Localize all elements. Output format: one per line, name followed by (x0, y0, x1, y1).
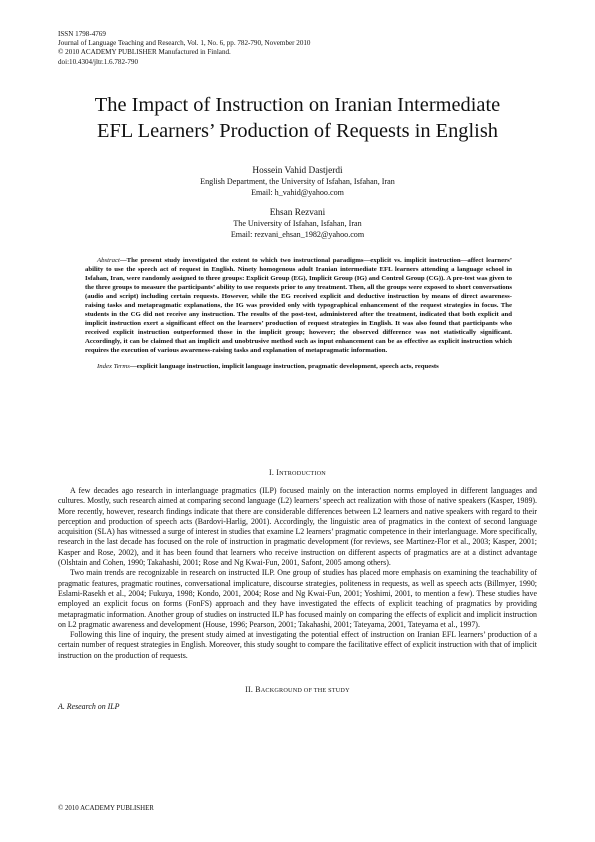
issn-line: ISSN 1798-4769 (58, 30, 106, 38)
paper-title (50, 92, 545, 144)
introduction-body (58, 486, 537, 661)
abstract-paragraph (85, 256, 512, 355)
title-line-1: The Impact of Instruction on Iranian Intermediate (94, 94, 501, 116)
index-terms-text: —explicit language instruction, implicit language instruction, pragmatic development, speech acts, requests (129, 363, 439, 371)
author-email: Email: h_vahid@yahoo.com (251, 187, 344, 197)
page-footer: © 2010 ACADEMY PUBLISHER (58, 805, 154, 812)
abstract-label: Abstract (97, 257, 120, 264)
abstract-text: —The present study investigated the extent to which two instructional paradigms—explicit vs. implicit instruction—affect learners’ ability to use the speech act of request in English. Ninety homogenous adult Iranian intermediate EFL learners attending a language school in Isfahan, Iran, were randomly assigned to three groups: Explicit Group (EG), Implicit Group (IG) and Control Group (CG)). A pre-test was given to the three groups to measure the participants’ ability to use requests prior to any treatment. Then, all the groups were exposed to short conversations (audio and script) including certain requests. However, while the EG received explicit and deductive instruction by means of direct awareness-raising tasks and metapragmatic explanations, the IG was provided only with typographical enhancement of the request strategies in focus. The students in the CG did not receive any instruction. The results of the post-test, administered after the treatment, indicated that both explicit and implicit instruction exert a significant effect on the learners’ production of request strategies in English. It was also found that participants who received explicit instruction outperformed those in the implicit group; however; the observed difference was not statistically significant. Accordingly, it can be claimed that an implicit and unobtrusive method such as input enhancement can be as effective as explicit instruction which requires the execution of various awareness-raising tasks and explanation of metapragmatic information. (85, 257, 512, 355)
author-name: Hossein Vahid Dastjerdi (252, 166, 343, 176)
author-email: Email: rezvani_ehsan_1982@yahoo.com (230, 229, 365, 239)
section-heading-introduction: I. INTRODUCTION (269, 468, 326, 477)
doi-line: doi:10.4304/jltr.1.6.782-790 (58, 57, 139, 66)
author-affiliation: English Department, the University of Isfahan, Isfahan, Iran (200, 177, 395, 186)
title-line-2: EFL Learners’ Production of Requests in English (97, 120, 498, 142)
body-paragraph: A few decades ago research in interlanguage pragmatics (ILP) focused mainly on the interaction norms employed in different languages and cultures. Mostly, such research aimed at comparing second language (L2) learners’ speech act realization with those of native speakers (Kasper, 1989). More recently, however, research findings indicate that there are considerable differences between L2 learners and native speakers with regard to their perception and production of speech acts (Bardovi-Harlig, 2001). Accordingly, the linguistic area of pragmatics in the context of second language acquisition (SLA) has witnessed a surge of interest in studies that examine L2 learners’ pragmatic competence in their interlanguage. More specifically, research in the last decade has focused on the role of instruction in pragmatic development (for reviews, see Martinez-Flor et al., 2003; Kasper, 2001; Kasper and Rose, 2002), and it has been found that learners who receive instruction on different aspects of pragmatics are at a distinct advantage (Olshtain and Cohen, 1990; Takahashi, 2001; Rose and Ng Kwai-Fun, 2001, Safont, 2005 among others). (58, 486, 537, 568)
index-terms (85, 362, 512, 371)
copyright-line: © 2010 ACADEMY PUBLISHER Manufactured in Finland. (58, 48, 231, 57)
body-paragraph: Two main trends are recognizable in research on instructed ILP. One group of studies has placed more emphasis on examining the teachability of pragmatic features, pragmatic routines, conversational implicature, discourse strategies, politeness in requests, as well as speech acts (Billmyer, 1990; Eslami-Rasekh et al., 2004; Fukuya, 1998; Kondo, 2001, 2004; Rose and Ng Kwai-Fun, 2001; Yoshimi, 2001, to mention a few). These studies have employed an explicit focus on forms (FonFS) approach and they have investigated the effects of explicit teaching of pragmatics by providing metapragmatic information. Another group of studies on instructed ILP has focused mainly on comparing the effects of explicit and implicit instruction on L2 pragmatic awareness and development (House, 1996; Pearson, 2001; Takahashi, 2001; Tateyama, 2001, Tateyama et al., 1997). (58, 568, 537, 629)
journal-header (58, 30, 310, 67)
index-terms-label: Index Terms (97, 363, 130, 371)
subsection-heading: A. Research on ILP (58, 702, 120, 711)
abstract (85, 256, 512, 371)
author-name: Ehsan Rezvani (269, 208, 326, 219)
journal-citation-line: Journal of Language Teaching and Research, Vol. 1, No. 6, pp. 782-790, November 2010 (58, 39, 311, 48)
author-block (58, 165, 537, 240)
section-heading-background: II. BACKGROUND OF THE STUDY (245, 685, 350, 694)
body-paragraph: Following this line of inquiry, the present study aimed at investigating the potential effect of instruction on Iranian EFL learners’ production of a certain number of request strategies in English. Moreover, this study sought to compare the facilitative effect of explicit instruction with that of implicit instruction on the production of requests. (58, 630, 537, 660)
author-affiliation: The University of Isfahan, Isfahan, Iran (233, 219, 362, 229)
